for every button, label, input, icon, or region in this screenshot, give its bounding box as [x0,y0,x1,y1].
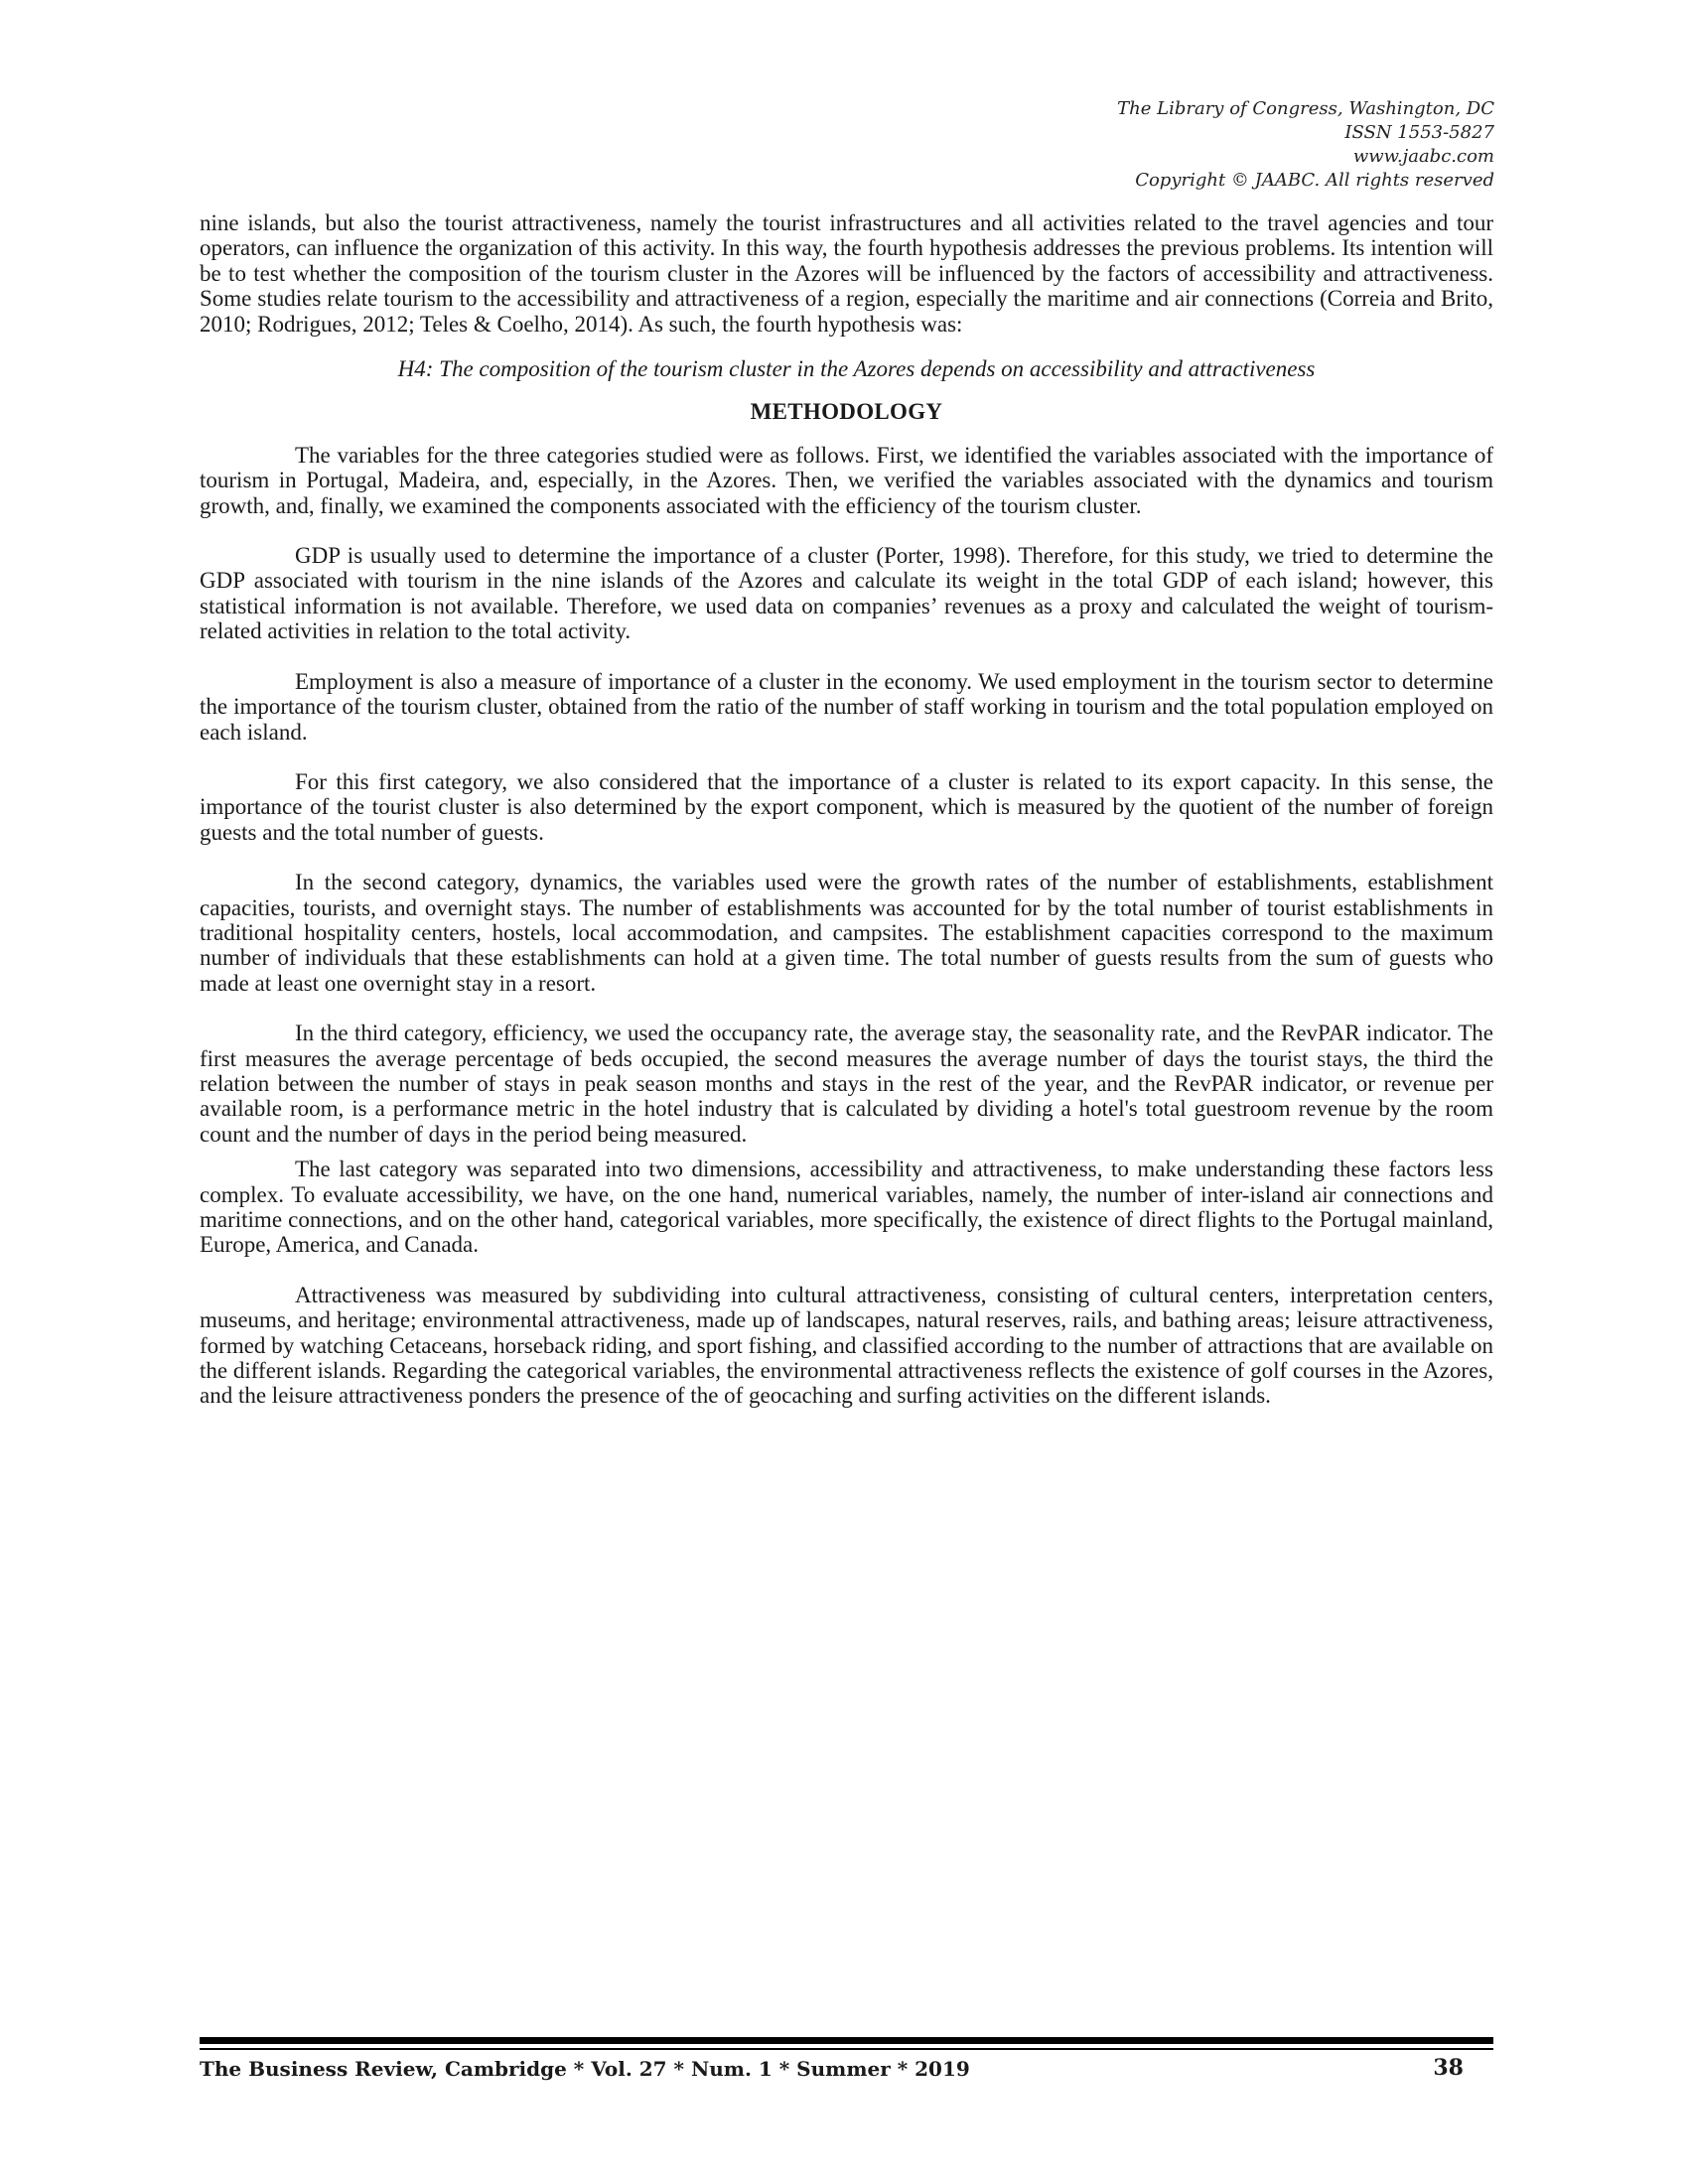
paragraph-accessibility: The last category was separated into two dimensions, accessibility and attractiveness, to make understanding these factors less complex. To evaluate accessibility, we have, on the one hand, numerical variables, namely, the number of inter-island air connections and maritime connections, and on the other hand, categorical variables, more specifically, the existence of direct flights to the Portugal mainland, Europe, America, and Canada. [200,1157,1493,1258]
paragraph-export: For this first category, we also considered that the importance of a cluster is related to its export capacity. In this sense, the importance of the tourist cluster is also determined by the export component, which is measured by the quotient of the number of foreign guests and the total number of guests. [200,768,1493,845]
running-header [899,97,1494,193]
footer-rule-thin [200,2048,1493,2050]
paragraph-efficiency: In the third category, efficiency, we used the occupancy rate, the average stay, the seasonality rate, and the RevPAR indicator. The first measures the average percentage of beds occupied, the second measures the average number of days the tourist stays, the third the relation between the number of stays in peak season months and stays in the rest of the year, and the RevPAR indicator, or revenue per available room, is a performance metric in the hotel industry that is calculated by dividing a hotel's total guestroom revenue by the room count and the number of days in the period being measured. [200,1021,1493,1147]
header-issn: ISSN 1553-5827 [1344,122,1494,143]
page-footer [200,2055,1493,2091]
footer-journal-citation: The Business Review, Cambridge * Vol. 27 * Num. 1 * Summer * 2019 [200,2057,970,2081]
article-body [200,210,1493,1433]
header-publisher: The Library of Congress, Washington, DC [1117,98,1494,119]
paragraph-gdp: GDP is usually used to determine the importance of a cluster (Porter, 1998). Therefore, for this study, we tried to determine the GDP associated with tourism in the nine islands of the Azores and calculate its weight in the total GDP of each island; however, this statistical information is not available. Therefore, we used data on companies’ revenues as a proxy and calculated the weight of tourism-related activities in relation to the total activity. [200,543,1493,644]
hypothesis-h4: H4: The composition of the tourism cluster in the Azores depends on accessibility and attractiveness [397,356,1316,382]
paragraph-employment: Employment is also a measure of importance of a cluster in the economy. We used employment in the tourism sector to determine the importance of the tourism cluster, obtained from the ratio of the number of staff working in tourism and the total population employed on each island. [200,668,1493,745]
paragraph-intro-continued: nine islands, but also the tourist attractiveness, namely the tourist infrastructures and all activities related to the travel agencies and tour operators, can influence the organization of this activity. In this way, the fourth hypothesis addresses the previous problems. Its intention will be to test whether the composition of the tourism cluster in the Azores will be influenced by the factors of accessibility and attractiveness. Some studies relate tourism to the accessibility and attractiveness of a region, especially the maritime and air connections (Correia and Brito, 2010; Rodrigues, 2012; Teles & Coelho, 2014). As such, the fourth hypothesis was: [200,210,1493,337]
paragraph-dynamics: In the second category, dynamics, the variables used were the growth rates of the number of establishments, establishment capacities, tourists, and overnight stays. The number of establishments was accounted for by the total number of tourist establishments in traditional hospitality centers, hostels, local accommodation, and campsites. The establishment capacities correspond to the maximum number of individuals that these establishments can hold at a given time. The total number of guests results from the sum of guests who made at least one overnight stay in a resort. [200,870,1493,996]
page-number: 38 [1433,2055,1464,2081]
footer-rule-thick [200,2037,1493,2044]
paragraph-variables: The variables for the three categories studied were as follows. First, we identified the variables associated with the importance of tourism in Portugal, Madeira, and, especially, in the Azores. Then, we verified the variables associated with the dynamics and tourism growth, and, finally, we examined the components associated with the efficiency of the tourism cluster. [200,442,1493,518]
header-website: www.jaabc.com [1352,146,1494,167]
section-heading-methodology: METHODOLOGY [750,399,943,425]
header-copyright: Copyright © JAABC. All rights reserved [1135,170,1494,191]
paragraph-attractiveness: Attractiveness was measured by subdividing into cultural attractiveness, consisting of cultural centers, interpretation centers, museums, and heritage; environmental attractiveness, made up of landscapes, natural reserves, rails, and bathing areas; leisure attractiveness, formed by watching Cetaceans, horseback riding, and sport fishing, and classified according to the number of attractions that are available on the different islands. Regarding the categorical variables, the environmental attractiveness reflects the existence of golf courses in the Azores, and the leisure attractiveness ponders the presence of the of geocaching and surfing activities on the different islands. [200,1282,1493,1409]
